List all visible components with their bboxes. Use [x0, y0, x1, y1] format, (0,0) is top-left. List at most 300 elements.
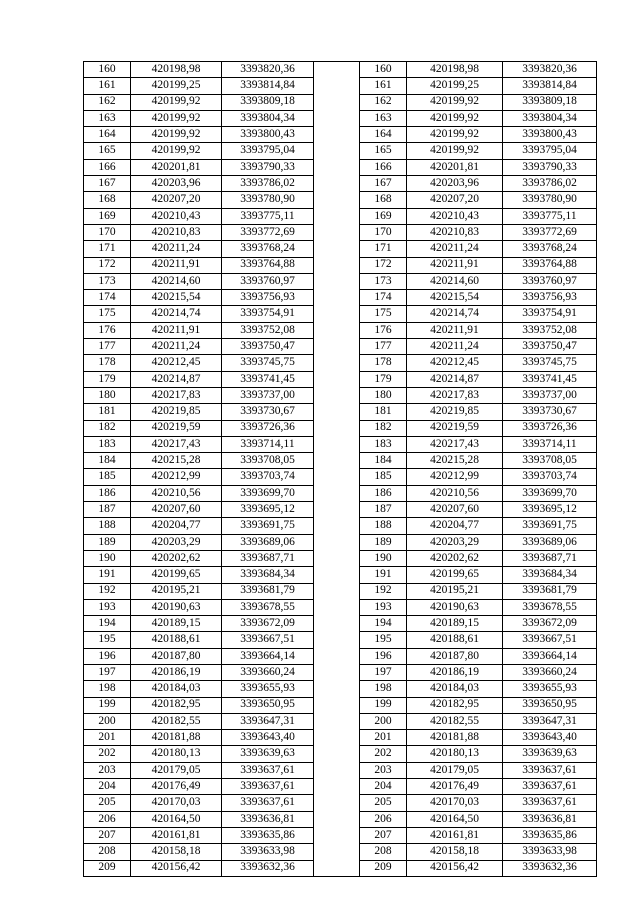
right-y-coordinate-cell: 3393708,05: [503, 453, 597, 469]
table-row: [84, 78, 597, 94]
right-x-coordinate-cell: 420211,91: [407, 257, 503, 273]
table-row: [84, 616, 597, 632]
right-point-number-cell: 171: [360, 241, 407, 257]
right-point-number-cell: 209: [360, 860, 407, 876]
right-point-number-cell: 183: [360, 436, 407, 452]
right-point-number-cell: 197: [360, 664, 407, 680]
right-y-coordinate-cell: 3393660,24: [503, 664, 597, 680]
right-x-coordinate-cell: 420210,43: [407, 208, 503, 224]
right-y-coordinate-cell: 3393635,86: [503, 827, 597, 843]
table-row: [84, 681, 597, 697]
left-x-coordinate-cell: 420181,88: [131, 730, 222, 746]
right-y-coordinate-cell: 3393726,36: [503, 420, 597, 436]
left-x-coordinate-cell: 420158,18: [131, 844, 222, 860]
separator-cell: [314, 485, 360, 501]
left-point-number-cell: 183: [84, 436, 131, 452]
right-point-number-cell: 191: [360, 567, 407, 583]
right-x-coordinate-cell: 420199,92: [407, 127, 503, 143]
separator-cell: [314, 827, 360, 843]
right-x-coordinate-cell: 420214,74: [407, 306, 503, 322]
left-point-number-cell: 182: [84, 420, 131, 436]
left-point-number-cell: 198: [84, 681, 131, 697]
left-y-coordinate-cell: 3393800,43: [222, 127, 314, 143]
left-y-coordinate-cell: 3393650,95: [222, 697, 314, 713]
separator-cell: [314, 844, 360, 860]
left-x-coordinate-cell: 420156,42: [131, 860, 222, 876]
left-point-number-cell: 202: [84, 746, 131, 762]
right-y-coordinate-cell: 3393691,75: [503, 518, 597, 534]
separator-cell: [314, 583, 360, 599]
left-y-coordinate-cell: 3393637,61: [222, 762, 314, 778]
separator-cell: [314, 762, 360, 778]
right-point-number-cell: 163: [360, 110, 407, 126]
right-x-coordinate-cell: 420210,56: [407, 485, 503, 501]
table-row: [84, 502, 597, 518]
left-point-number-cell: 165: [84, 143, 131, 159]
left-y-coordinate-cell: 3393691,75: [222, 518, 314, 534]
table-row: [84, 518, 597, 534]
right-y-coordinate-cell: 3393795,04: [503, 143, 597, 159]
right-x-coordinate-cell: 420214,87: [407, 371, 503, 387]
right-y-coordinate-cell: 3393775,11: [503, 208, 597, 224]
left-x-coordinate-cell: 420210,83: [131, 224, 222, 240]
left-point-number-cell: 194: [84, 616, 131, 632]
left-x-coordinate-cell: 420210,43: [131, 208, 222, 224]
left-x-coordinate-cell: 420195,21: [131, 583, 222, 599]
left-x-coordinate-cell: 420219,85: [131, 404, 222, 420]
left-y-coordinate-cell: 3393655,93: [222, 681, 314, 697]
separator-cell: [314, 518, 360, 534]
left-point-number-cell: 192: [84, 583, 131, 599]
left-point-number-cell: 206: [84, 811, 131, 827]
left-x-coordinate-cell: 420176,49: [131, 779, 222, 795]
table-row: [84, 322, 597, 338]
right-x-coordinate-cell: 420214,60: [407, 273, 503, 289]
table-row: [84, 355, 597, 371]
right-y-coordinate-cell: 3393687,71: [503, 550, 597, 566]
left-y-coordinate-cell: 3393790,33: [222, 159, 314, 175]
right-y-coordinate-cell: 3393804,34: [503, 110, 597, 126]
left-point-number-cell: 180: [84, 387, 131, 403]
right-point-number-cell: 160: [360, 62, 407, 78]
left-point-number-cell: 196: [84, 648, 131, 664]
table-row: [84, 387, 597, 403]
right-x-coordinate-cell: 420207,60: [407, 502, 503, 518]
right-point-number-cell: 208: [360, 844, 407, 860]
left-x-coordinate-cell: 420211,91: [131, 322, 222, 338]
separator-cell: [314, 436, 360, 452]
left-y-coordinate-cell: 3393760,97: [222, 273, 314, 289]
left-y-coordinate-cell: 3393772,69: [222, 224, 314, 240]
right-point-number-cell: 207: [360, 827, 407, 843]
left-y-coordinate-cell: 3393664,14: [222, 648, 314, 664]
table-row: [84, 224, 597, 240]
left-x-coordinate-cell: 420211,24: [131, 339, 222, 355]
right-x-coordinate-cell: 420195,21: [407, 583, 503, 599]
left-x-coordinate-cell: 420204,77: [131, 518, 222, 534]
left-y-coordinate-cell: 3393681,79: [222, 583, 314, 599]
right-x-coordinate-cell: 420199,92: [407, 94, 503, 110]
right-point-number-cell: 162: [360, 94, 407, 110]
separator-cell: [314, 224, 360, 240]
right-x-coordinate-cell: 420203,29: [407, 534, 503, 550]
right-point-number-cell: 167: [360, 176, 407, 192]
table-row: [84, 599, 597, 615]
left-x-coordinate-cell: 420214,87: [131, 371, 222, 387]
right-y-coordinate-cell: 3393756,93: [503, 290, 597, 306]
table-row: [84, 143, 597, 159]
table-row: [84, 730, 597, 746]
right-x-coordinate-cell: 420215,54: [407, 290, 503, 306]
separator-cell: [314, 550, 360, 566]
separator-cell: [314, 159, 360, 175]
right-point-number-cell: 200: [360, 713, 407, 729]
left-point-number-cell: 205: [84, 795, 131, 811]
table-row: [84, 339, 597, 355]
left-y-coordinate-cell: 3393737,00: [222, 387, 314, 403]
right-point-number-cell: 192: [360, 583, 407, 599]
right-x-coordinate-cell: 420219,59: [407, 420, 503, 436]
right-point-number-cell: 204: [360, 779, 407, 795]
right-y-coordinate-cell: 3393786,02: [503, 176, 597, 192]
right-point-number-cell: 181: [360, 404, 407, 420]
table-row: [84, 860, 597, 876]
left-point-number-cell: 176: [84, 322, 131, 338]
table-row: [84, 762, 597, 778]
separator-cell: [314, 616, 360, 632]
right-x-coordinate-cell: 420158,18: [407, 844, 503, 860]
left-y-coordinate-cell: 3393775,11: [222, 208, 314, 224]
right-x-coordinate-cell: 420215,28: [407, 453, 503, 469]
table-row: [84, 257, 597, 273]
right-x-coordinate-cell: 420212,45: [407, 355, 503, 371]
left-y-coordinate-cell: 3393708,05: [222, 453, 314, 469]
table-row: [84, 648, 597, 664]
left-x-coordinate-cell: 420180,13: [131, 746, 222, 762]
table-row: [84, 94, 597, 110]
right-x-coordinate-cell: 420201,81: [407, 159, 503, 175]
separator-cell: [314, 469, 360, 485]
right-y-coordinate-cell: 3393632,36: [503, 860, 597, 876]
right-y-coordinate-cell: 3393643,40: [503, 730, 597, 746]
table-row: [84, 273, 597, 289]
left-x-coordinate-cell: 420211,91: [131, 257, 222, 273]
separator-cell: [314, 322, 360, 338]
right-point-number-cell: 178: [360, 355, 407, 371]
right-x-coordinate-cell: 420207,20: [407, 192, 503, 208]
left-x-coordinate-cell: 420199,92: [131, 110, 222, 126]
table-row: [84, 453, 597, 469]
left-x-coordinate-cell: 420199,92: [131, 127, 222, 143]
separator-cell: [314, 94, 360, 110]
left-point-number-cell: 201: [84, 730, 131, 746]
right-y-coordinate-cell: 3393730,67: [503, 404, 597, 420]
separator-cell: [314, 62, 360, 78]
table-row: [84, 159, 597, 175]
right-point-number-cell: 175: [360, 306, 407, 322]
separator-cell: [314, 795, 360, 811]
table-row: [84, 567, 597, 583]
left-x-coordinate-cell: 420217,83: [131, 387, 222, 403]
table-row: [84, 534, 597, 550]
left-x-coordinate-cell: 420203,29: [131, 534, 222, 550]
coordinates-table: [83, 61, 597, 877]
left-point-number-cell: 178: [84, 355, 131, 371]
right-point-number-cell: 198: [360, 681, 407, 697]
separator-cell: [314, 339, 360, 355]
right-y-coordinate-cell: 3393741,45: [503, 371, 597, 387]
left-x-coordinate-cell: 420210,56: [131, 485, 222, 501]
right-point-number-cell: 173: [360, 273, 407, 289]
table-row: [84, 844, 597, 860]
left-x-coordinate-cell: 420184,03: [131, 681, 222, 697]
left-point-number-cell: 166: [84, 159, 131, 175]
right-y-coordinate-cell: 3393689,06: [503, 534, 597, 550]
separator-cell: [314, 534, 360, 550]
table-row: [84, 110, 597, 126]
right-point-number-cell: 165: [360, 143, 407, 159]
left-y-coordinate-cell: 3393699,70: [222, 485, 314, 501]
left-y-coordinate-cell: 3393768,24: [222, 241, 314, 257]
table-row: [84, 241, 597, 257]
separator-cell: [314, 599, 360, 615]
left-y-coordinate-cell: 3393687,71: [222, 550, 314, 566]
right-point-number-cell: 203: [360, 762, 407, 778]
table-row: [84, 404, 597, 420]
right-y-coordinate-cell: 3393764,88: [503, 257, 597, 273]
left-x-coordinate-cell: 420190,63: [131, 599, 222, 615]
table-row: [84, 127, 597, 143]
left-y-coordinate-cell: 3393726,36: [222, 420, 314, 436]
right-point-number-cell: 174: [360, 290, 407, 306]
right-point-number-cell: 168: [360, 192, 407, 208]
left-x-coordinate-cell: 420215,54: [131, 290, 222, 306]
separator-cell: [314, 143, 360, 159]
separator-cell: [314, 78, 360, 94]
right-y-coordinate-cell: 3393752,08: [503, 322, 597, 338]
right-point-number-cell: 185: [360, 469, 407, 485]
separator-cell: [314, 176, 360, 192]
left-point-number-cell: 161: [84, 78, 131, 94]
right-x-coordinate-cell: 420190,63: [407, 599, 503, 615]
table-row: [84, 827, 597, 843]
right-point-number-cell: 202: [360, 746, 407, 762]
right-x-coordinate-cell: 420199,65: [407, 567, 503, 583]
separator-cell: [314, 779, 360, 795]
right-point-number-cell: 188: [360, 518, 407, 534]
right-point-number-cell: 187: [360, 502, 407, 518]
right-x-coordinate-cell: 420211,91: [407, 322, 503, 338]
right-x-coordinate-cell: 420217,43: [407, 436, 503, 452]
left-y-coordinate-cell: 3393714,11: [222, 436, 314, 452]
right-x-coordinate-cell: 420179,05: [407, 762, 503, 778]
left-x-coordinate-cell: 420212,99: [131, 469, 222, 485]
left-point-number-cell: 164: [84, 127, 131, 143]
left-y-coordinate-cell: 3393672,09: [222, 616, 314, 632]
left-point-number-cell: 199: [84, 697, 131, 713]
left-y-coordinate-cell: 3393639,63: [222, 746, 314, 762]
right-x-coordinate-cell: 420164,50: [407, 811, 503, 827]
left-point-number-cell: 162: [84, 94, 131, 110]
right-y-coordinate-cell: 3393636,81: [503, 811, 597, 827]
separator-cell: [314, 404, 360, 420]
left-x-coordinate-cell: 420199,65: [131, 567, 222, 583]
left-point-number-cell: 197: [84, 664, 131, 680]
right-point-number-cell: 199: [360, 697, 407, 713]
left-y-coordinate-cell: 3393745,75: [222, 355, 314, 371]
right-point-number-cell: 164: [360, 127, 407, 143]
right-x-coordinate-cell: 420184,03: [407, 681, 503, 697]
right-y-coordinate-cell: 3393684,34: [503, 567, 597, 583]
right-point-number-cell: 201: [360, 730, 407, 746]
right-x-coordinate-cell: 420156,42: [407, 860, 503, 876]
separator-cell: [314, 713, 360, 729]
right-x-coordinate-cell: 420198,98: [407, 62, 503, 78]
left-x-coordinate-cell: 420179,05: [131, 762, 222, 778]
table-row: [84, 811, 597, 827]
separator-cell: [314, 746, 360, 762]
right-point-number-cell: 182: [360, 420, 407, 436]
left-x-coordinate-cell: 420202,62: [131, 550, 222, 566]
left-x-coordinate-cell: 420186,19: [131, 664, 222, 680]
right-y-coordinate-cell: 3393672,09: [503, 616, 597, 632]
right-x-coordinate-cell: 420211,24: [407, 241, 503, 257]
left-y-coordinate-cell: 3393689,06: [222, 534, 314, 550]
right-y-coordinate-cell: 3393637,61: [503, 779, 597, 795]
right-x-coordinate-cell: 420202,62: [407, 550, 503, 566]
left-point-number-cell: 200: [84, 713, 131, 729]
left-x-coordinate-cell: 420203,96: [131, 176, 222, 192]
left-x-coordinate-cell: 420187,80: [131, 648, 222, 664]
left-x-coordinate-cell: 420188,61: [131, 632, 222, 648]
left-x-coordinate-cell: 420161,81: [131, 827, 222, 843]
right-point-number-cell: 169: [360, 208, 407, 224]
left-x-coordinate-cell: 420214,60: [131, 273, 222, 289]
separator-cell: [314, 730, 360, 746]
right-point-number-cell: 184: [360, 453, 407, 469]
left-x-coordinate-cell: 420219,59: [131, 420, 222, 436]
right-x-coordinate-cell: 420199,92: [407, 110, 503, 126]
right-x-coordinate-cell: 420187,80: [407, 648, 503, 664]
separator-cell: [314, 811, 360, 827]
left-y-coordinate-cell: 3393814,84: [222, 78, 314, 94]
right-x-coordinate-cell: 420170,03: [407, 795, 503, 811]
right-y-coordinate-cell: 3393790,33: [503, 159, 597, 175]
right-x-coordinate-cell: 420211,24: [407, 339, 503, 355]
right-y-coordinate-cell: 3393703,74: [503, 469, 597, 485]
right-x-coordinate-cell: 420182,95: [407, 697, 503, 713]
table-row: [84, 550, 597, 566]
right-point-number-cell: 206: [360, 811, 407, 827]
right-y-coordinate-cell: 3393780,90: [503, 192, 597, 208]
left-y-coordinate-cell: 3393633,98: [222, 844, 314, 860]
right-y-coordinate-cell: 3393637,61: [503, 795, 597, 811]
right-x-coordinate-cell: 420161,81: [407, 827, 503, 843]
left-x-coordinate-cell: 420212,45: [131, 355, 222, 371]
left-x-coordinate-cell: 420164,50: [131, 811, 222, 827]
left-x-coordinate-cell: 420199,25: [131, 78, 222, 94]
right-point-number-cell: 196: [360, 648, 407, 664]
left-y-coordinate-cell: 3393752,08: [222, 322, 314, 338]
right-point-number-cell: 166: [360, 159, 407, 175]
separator-cell: [314, 453, 360, 469]
table-row: [84, 697, 597, 713]
left-x-coordinate-cell: 420182,95: [131, 697, 222, 713]
left-point-number-cell: 195: [84, 632, 131, 648]
right-point-number-cell: 205: [360, 795, 407, 811]
left-y-coordinate-cell: 3393804,34: [222, 110, 314, 126]
right-point-number-cell: 177: [360, 339, 407, 355]
left-y-coordinate-cell: 3393632,36: [222, 860, 314, 876]
left-point-number-cell: 191: [84, 567, 131, 583]
left-y-coordinate-cell: 3393678,55: [222, 599, 314, 615]
right-x-coordinate-cell: 420189,15: [407, 616, 503, 632]
left-point-number-cell: 179: [84, 371, 131, 387]
right-x-coordinate-cell: 420176,49: [407, 779, 503, 795]
left-x-coordinate-cell: 420217,43: [131, 436, 222, 452]
left-point-number-cell: 185: [84, 469, 131, 485]
right-x-coordinate-cell: 420182,55: [407, 713, 503, 729]
separator-cell: [314, 648, 360, 664]
separator-cell: [314, 387, 360, 403]
table-row: [84, 192, 597, 208]
right-x-coordinate-cell: 420188,61: [407, 632, 503, 648]
left-point-number-cell: 189: [84, 534, 131, 550]
left-point-number-cell: 207: [84, 827, 131, 843]
table-row: [84, 779, 597, 795]
right-y-coordinate-cell: 3393760,97: [503, 273, 597, 289]
separator-cell: [314, 632, 360, 648]
right-y-coordinate-cell: 3393750,47: [503, 339, 597, 355]
right-y-coordinate-cell: 3393681,79: [503, 583, 597, 599]
right-point-number-cell: 186: [360, 485, 407, 501]
left-y-coordinate-cell: 3393660,24: [222, 664, 314, 680]
right-x-coordinate-cell: 420210,83: [407, 224, 503, 240]
left-y-coordinate-cell: 3393809,18: [222, 94, 314, 110]
separator-cell: [314, 306, 360, 322]
left-x-coordinate-cell: 420215,28: [131, 453, 222, 469]
right-y-coordinate-cell: 3393809,18: [503, 94, 597, 110]
left-y-coordinate-cell: 3393684,34: [222, 567, 314, 583]
left-y-coordinate-cell: 3393647,31: [222, 713, 314, 729]
right-point-number-cell: 170: [360, 224, 407, 240]
separator-cell: [314, 273, 360, 289]
left-x-coordinate-cell: 420170,03: [131, 795, 222, 811]
right-y-coordinate-cell: 3393820,36: [503, 62, 597, 78]
right-y-coordinate-cell: 3393695,12: [503, 502, 597, 518]
left-point-number-cell: 209: [84, 860, 131, 876]
right-x-coordinate-cell: 420212,99: [407, 469, 503, 485]
right-y-coordinate-cell: 3393650,95: [503, 697, 597, 713]
left-point-number-cell: 181: [84, 404, 131, 420]
left-x-coordinate-cell: 420199,92: [131, 94, 222, 110]
separator-cell: [314, 208, 360, 224]
left-x-coordinate-cell: 420201,81: [131, 159, 222, 175]
right-x-coordinate-cell: 420180,13: [407, 746, 503, 762]
left-x-coordinate-cell: 420214,74: [131, 306, 222, 322]
left-point-number-cell: 177: [84, 339, 131, 355]
right-x-coordinate-cell: 420181,88: [407, 730, 503, 746]
separator-cell: [314, 371, 360, 387]
left-y-coordinate-cell: 3393703,74: [222, 469, 314, 485]
left-point-number-cell: 187: [84, 502, 131, 518]
separator-cell: [314, 567, 360, 583]
right-y-coordinate-cell: 3393647,31: [503, 713, 597, 729]
table-row: [84, 176, 597, 192]
table-row: [84, 795, 597, 811]
right-x-coordinate-cell: 420219,85: [407, 404, 503, 420]
left-point-number-cell: 193: [84, 599, 131, 615]
